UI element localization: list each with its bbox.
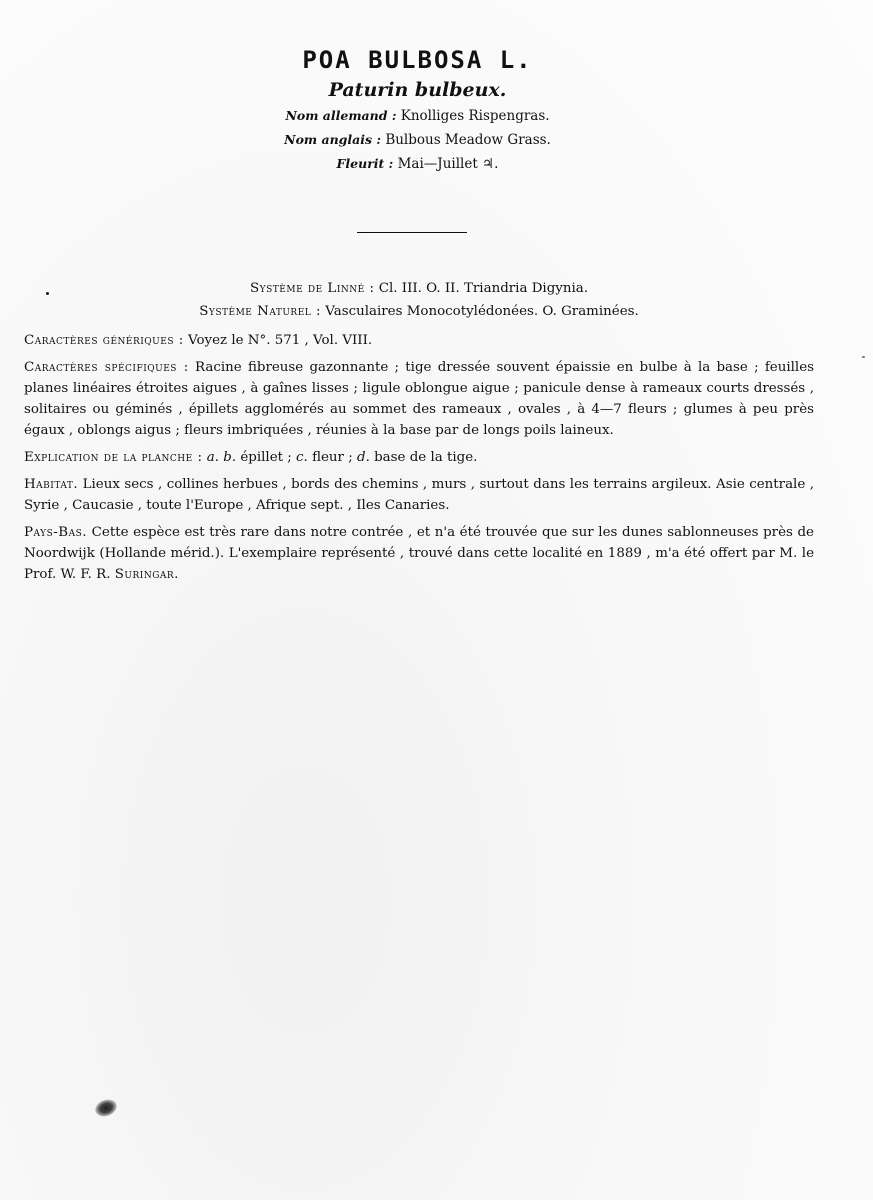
natural-system-line bbox=[24, 301, 814, 322]
natural-system-label: Système Naturel : bbox=[199, 304, 322, 319]
flowering-value: Mai—Juillet ♃. bbox=[397, 156, 499, 172]
plate-ref-ab: a. b. bbox=[206, 450, 237, 465]
netherlands-value: Cette espèce est très rare dans notre contrée , et n'a été trouvée que sur les dunes sablonneuses près de Noordwijk (Hollande mérid.). L'exemplaire représenté , trouvé dans cette localité en 1889 , m'a été offert par M. le Prof. W. F. R. bbox=[24, 525, 814, 582]
plate-ref-d: d. bbox=[357, 450, 370, 465]
specific-characters-value: Racine fibreuse gazonnante ; tige dressée souvent épaissie en bulbe à la base ; feuilles planes linéaires étroites aigues , à gaînes lisses ; ligule oblongue aigue ; panicule dense à rameaux courts dressés , solitaires ou géminés , épillets agglomérés au sommet des rameaux , ovales , à 4—7 fleurs ; glumes à peu près égaux , oblongs aigus ; fleurs imbriquées , réunies à la base par de longs poils laineux. bbox=[24, 360, 815, 438]
ink-smudge bbox=[93, 1097, 119, 1120]
german-name-value: Knolliges Rispengras. bbox=[400, 108, 550, 124]
netherlands-label: Pays-Bas. bbox=[24, 525, 88, 540]
description-body bbox=[24, 278, 814, 591]
plate-ref-d-text: base de la tige. bbox=[374, 450, 478, 465]
generic-characters-label: Caractères génériques : bbox=[24, 333, 184, 348]
english-name-label: Nom anglais : bbox=[284, 132, 382, 147]
plate-ref-c: c. bbox=[296, 450, 308, 465]
plate-ref-c-text: fleur ; bbox=[312, 450, 353, 465]
english-name-line bbox=[0, 128, 835, 152]
flowering-line bbox=[0, 152, 835, 176]
netherlands-paragraph bbox=[24, 522, 814, 585]
french-name: Paturin bulbeux. bbox=[328, 79, 507, 101]
linnean-system-line bbox=[24, 278, 814, 299]
plate-explanation bbox=[24, 447, 814, 468]
generic-characters bbox=[24, 330, 814, 351]
plate-ref-ab-text: épillet ; bbox=[240, 450, 292, 465]
ink-speck bbox=[46, 292, 49, 295]
linnean-system-value: Cl. III. O. II. Triandria Digynia. bbox=[378, 281, 588, 296]
habitat-value: Lieux secs , collines herbues , bords des chemins , murs , surtout dans les terrains argileux. Asie centrale , Syrie , Caucasie , toute l'Europe , Afrique sept. , Iles Canaries. bbox=[24, 477, 814, 513]
species-title: POA BULBOSA L. bbox=[302, 46, 533, 74]
header-divider bbox=[357, 232, 467, 233]
habitat-label: Habitat. bbox=[24, 477, 79, 492]
generic-characters-value: Voyez le N°. 571 , Vol. VIII. bbox=[188, 333, 373, 348]
specific-characters-label: Caractères spécifiques : bbox=[24, 360, 189, 375]
habitat-paragraph bbox=[24, 474, 814, 516]
specific-characters bbox=[24, 357, 814, 441]
german-name-label: Nom allemand : bbox=[285, 108, 397, 123]
plate-explanation-label: Explication de la planche : bbox=[24, 450, 203, 465]
english-name-value: Bulbous Meadow Grass. bbox=[385, 132, 551, 148]
ink-speck bbox=[862, 356, 865, 358]
donor-name: Suringar. bbox=[114, 567, 179, 582]
german-name-line bbox=[0, 104, 835, 128]
linnean-system-label: Système de Linné : bbox=[250, 281, 375, 296]
natural-system-value: Vasculaires Monocotylédonées. O. Graminées. bbox=[325, 304, 639, 319]
flowering-label: Fleurit : bbox=[336, 156, 394, 171]
header-block bbox=[0, 44, 835, 176]
